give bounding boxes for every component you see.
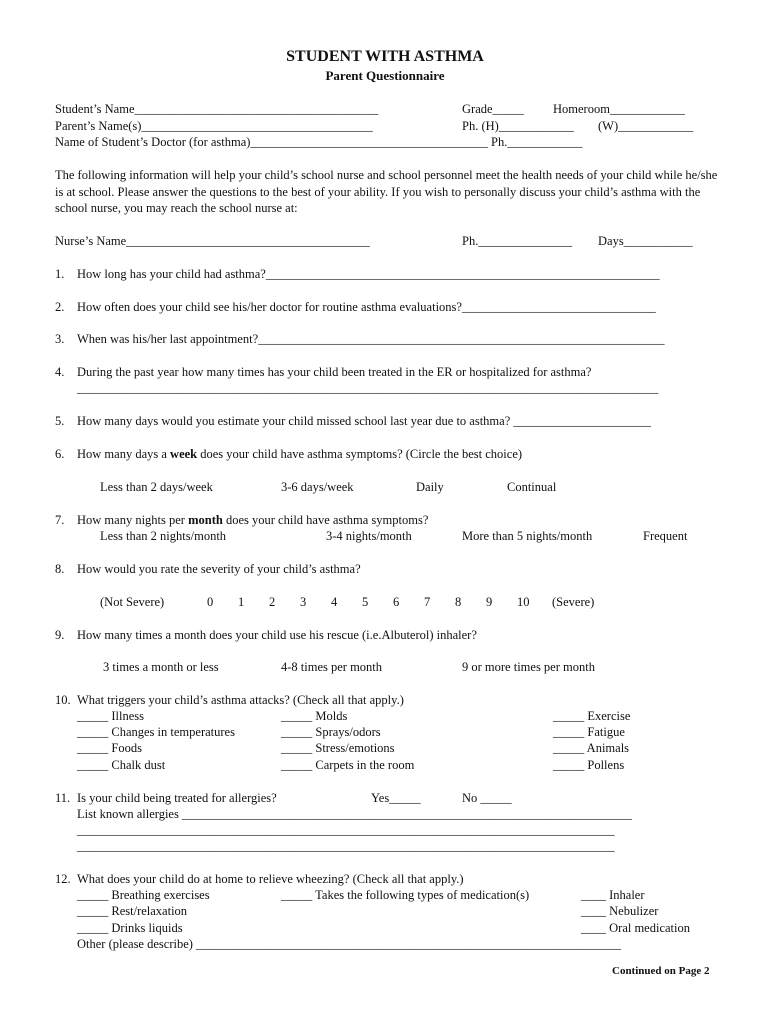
scale-option[interactable]: 8 [455,595,462,609]
medication-checkbox[interactable]: ____ Inhaler [581,888,645,902]
trigger-checkbox[interactable]: _____ Animals [553,741,630,755]
scale-option[interactable]: 10 [517,595,530,609]
question-7 [77,512,428,528]
q7-option[interactable]: 3-4 nights/month [326,529,412,543]
page-subtitle: Parent Questionnaire [325,68,445,83]
question-12: What does your child do at home to relieve wheezing? (Check all that apply.) [77,872,464,886]
medication-checkbox[interactable]: ____ Oral medication [581,921,690,935]
scale-option[interactable]: 0 [207,595,214,609]
trigger-checkbox[interactable]: _____ Foods [77,741,142,755]
q9-option[interactable]: 4-8 times per month [281,660,383,674]
trigger-checkbox[interactable]: _____ Pollens [553,758,625,772]
question-3[interactable]: When was his/her last appointment?_________________________________________________________________ [77,332,665,346]
question-6 [77,446,522,462]
q6-option[interactable]: Less than 2 days/week [100,480,213,494]
question-number: 12. [55,872,71,886]
question-7-text-b: does your child have asthma symptoms? [222,513,429,527]
nurse-phone-field[interactable]: Ph._______________ [462,234,573,248]
nurse-name-field[interactable]: Nurse’s Name_______________________________________ [55,234,370,248]
question-number: 3. [55,332,65,346]
relief-checkbox[interactable]: _____ Breathing exercises [77,888,210,902]
home-phone-field[interactable]: Ph. (H)____________ [462,119,574,133]
question-2[interactable]: How often does your child see his/her doctor for routine asthma evaluations?_______________________________ [77,300,656,314]
scale-option[interactable]: 9 [486,595,493,609]
question-number: 10. [55,693,71,707]
question-number: 7. [55,513,65,527]
question-4-answer-line[interactable]: _____________________________________________________________________________________________ [77,381,659,395]
trigger-checkbox[interactable]: _____ Illness [77,709,145,723]
question-8: How would you rate the severity of your child’s asthma? [77,562,361,576]
q9-option[interactable]: 3 times a month or less [103,660,219,674]
scale-low-label: (Not Severe) [100,595,165,609]
allergies-line[interactable]: ______________________________________________________________________________________ [77,823,615,837]
question-number: 11. [55,791,71,805]
trigger-checkbox[interactable]: _____ Chalk dust [77,758,166,772]
question-10: What triggers your child’s asthma attacks? (Check all that apply.) [77,693,404,707]
q7-option[interactable]: Frequent [643,529,688,543]
question-number: 8. [55,562,65,576]
nurse-days-field[interactable]: Days___________ [598,234,693,248]
q6-option[interactable]: 3-6 days/week [281,480,354,494]
other-description-field[interactable]: Other (please describe) ____________________________________________________________________ [77,937,622,951]
question-4: During the past year how many times has your child been treated in the ER or hospitalized for asthma? [77,365,592,379]
question-1[interactable]: How long has your child had asthma?_______________________________________________________________ [77,267,660,281]
relief-checkbox[interactable]: _____ Rest/relaxation [77,904,188,918]
student-name-field[interactable]: Student’s Name_______________________________________ [55,102,379,116]
trigger-checkbox[interactable]: _____ Exercise [553,709,631,723]
question-number: 9. [55,628,65,642]
question-number: 2. [55,300,65,314]
scale-option[interactable]: 1 [238,595,245,609]
allergies-no[interactable]: No _____ [462,791,512,805]
question-9: How many times a month does your child use his rescue (i.e.Albuterol) inhaler? [77,628,477,642]
question-7-text-a: How many nights per [77,513,189,527]
scale-option[interactable]: 2 [269,595,276,609]
question-number: 1. [55,267,65,281]
scale-option[interactable]: 4 [331,595,338,609]
work-phone-field[interactable]: (W)____________ [598,119,694,133]
scale-high-label: (Severe) [552,595,595,609]
scale-option[interactable]: 3 [300,595,307,609]
scale-option[interactable]: 5 [362,595,369,609]
q9-option[interactable]: 9 or more times per month [462,660,595,674]
medication-checkbox[interactable]: ____ Nebulizer [581,904,659,918]
intro-paragraph: The following information will help your child’s school nurse and school personnel meet the health needs of your child while he/she is at school. Please answer the questions to the best of your ability. If you wish to personally discuss your child’s asthma with the school nurse, you may reach the school nurse at: [55,168,718,215]
question-6-emphasis: week [170,447,198,461]
trigger-checkbox[interactable]: _____ Carpets in the room [281,758,415,772]
relief-checkbox[interactable]: _____ Takes the following types of medication(s) [281,888,530,902]
page-continuation-note: Continued on Page 2 [612,965,710,977]
page-title: STUDENT WITH ASTHMA [286,48,484,65]
question-number: 5. [55,414,65,428]
trigger-checkbox[interactable]: _____ Changes in temperatures [77,725,235,739]
q7-option[interactable]: Less than 2 nights/month [100,529,227,543]
scale-option[interactable]: 6 [393,595,400,609]
trigger-checkbox[interactable]: _____ Fatigue [553,725,625,739]
question-5[interactable]: How many days would you estimate your child missed school last year due to asthma? ______________________ [77,414,651,428]
question-6-text-b: does your child have asthma symptoms? (Circle the best choice) [197,447,523,461]
q6-option[interactable]: Daily [416,480,444,494]
question-7-emphasis: month [188,513,223,527]
trigger-checkbox[interactable]: _____ Stress/emotions [281,741,395,755]
question-number: 4. [55,365,65,379]
relief-checkbox[interactable]: _____ Drinks liquids [77,921,183,935]
allergies-list-field[interactable]: List known allergies ________________________________________________________________________ [77,807,632,821]
trigger-checkbox[interactable]: _____ Molds [281,709,348,723]
doctor-name-field[interactable]: Name of Student’s Doctor (for asthma)______________________________________ Ph.____________ [55,135,583,149]
question-6-text-a: How many days a [77,447,171,461]
q7-option[interactable]: More than 5 nights/month [462,529,593,543]
parent-names-field[interactable]: Parent’s Name(s)_____________________________________ [55,119,373,133]
allergies-yes[interactable]: Yes_____ [371,791,421,805]
trigger-checkbox[interactable]: _____ Sprays/odors [281,725,381,739]
question-number: 6. [55,447,65,461]
q6-option[interactable]: Continual [507,480,557,494]
question-11: Is your child being treated for allergies? [77,791,277,805]
grade-field[interactable]: Grade_____ [462,102,524,116]
allergies-line[interactable]: ______________________________________________________________________________________ [77,839,615,853]
homeroom-field[interactable]: Homeroom____________ [553,102,685,116]
scale-option[interactable]: 7 [424,595,431,609]
